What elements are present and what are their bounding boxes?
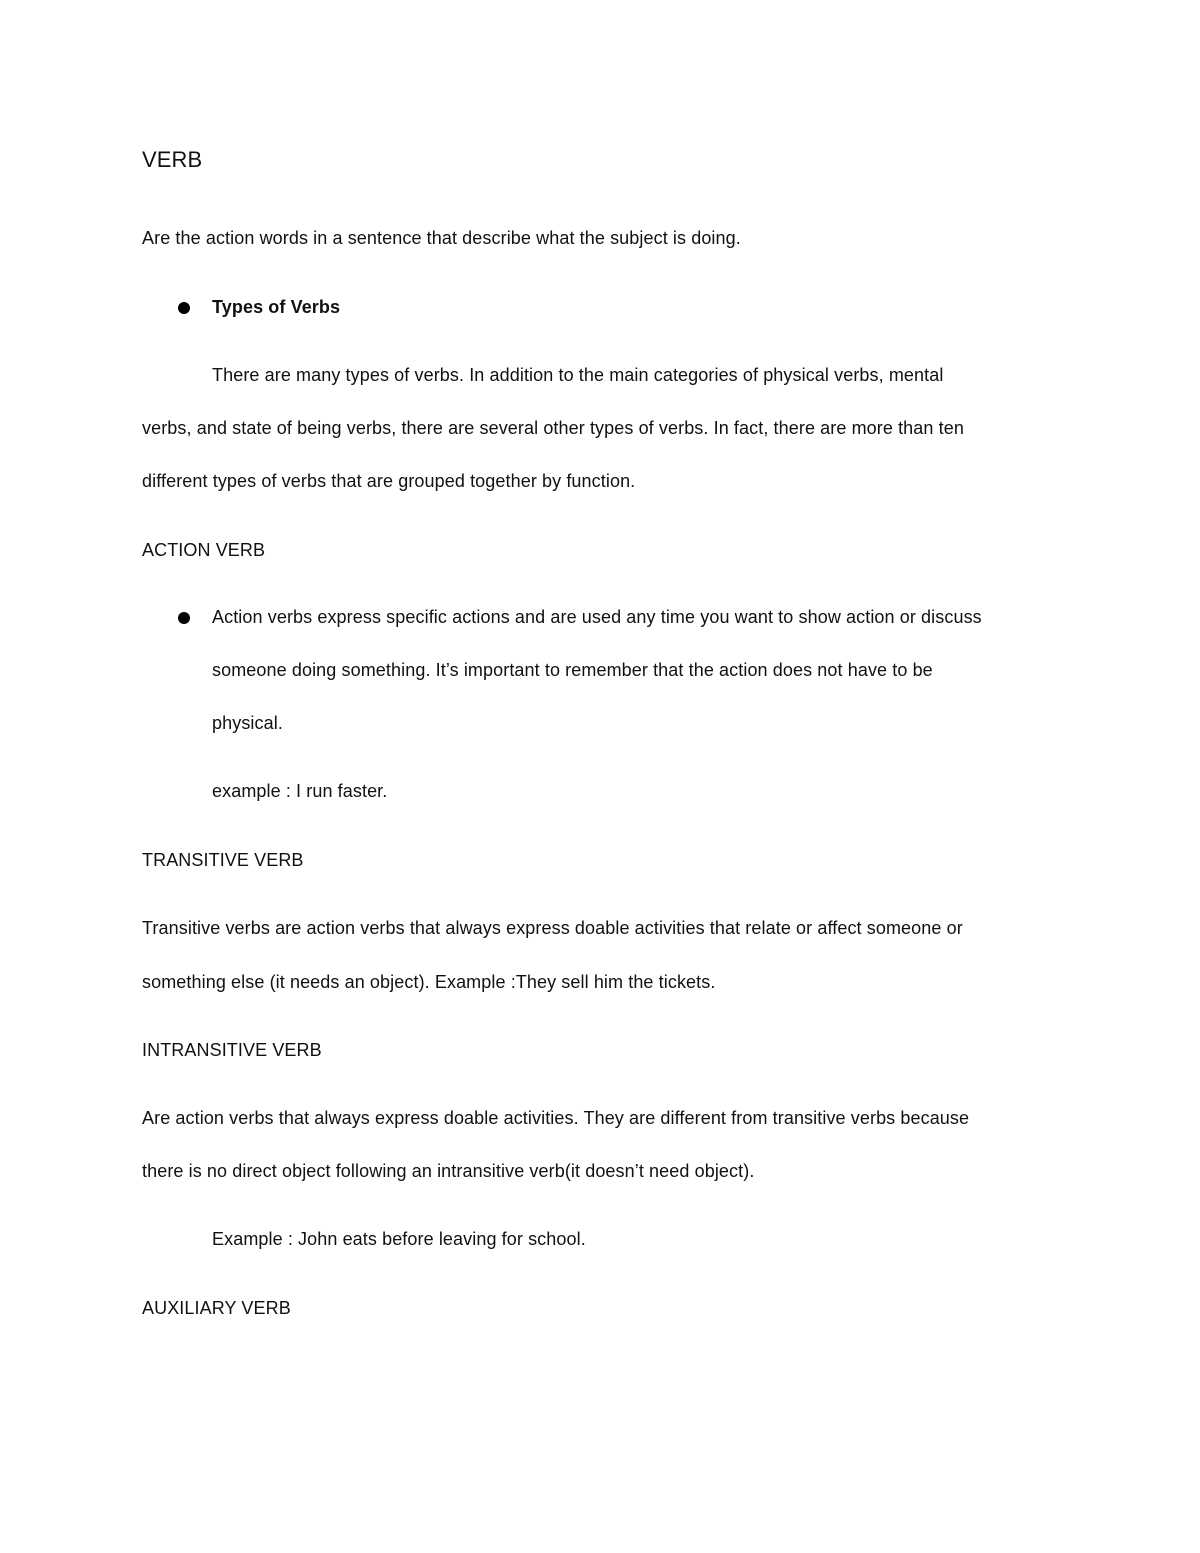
transitive-line: something else (it needs an object). Example :They sell him the tickets. xyxy=(142,972,716,992)
types-para-line: There are many types of verbs. In addition to the main categories of physical verbs, mental xyxy=(212,365,944,385)
intransitive-example: Example : John eats before leaving for school. xyxy=(212,1229,586,1249)
definition-text: Are the action words in a sentence that describe what the subject is doing. xyxy=(142,228,741,248)
action-bullet-line: Action verbs express specific actions and are used any time you want to show action or discuss xyxy=(212,607,982,627)
intransitive-line: Are action verbs that always express doable activities. They are different from transitive verbs because xyxy=(142,1108,970,1128)
transitive-line: Transitive verbs are action verbs that always express doable activities that relate or affect someone or xyxy=(142,918,963,938)
types-para-line: different types of verbs that are grouped together by function. xyxy=(142,471,636,491)
intransitive-verb-heading: INTRANSITIVE VERB xyxy=(142,1040,322,1060)
auxiliary-verb-heading: AUXILIARY VERB xyxy=(142,1298,291,1318)
types-para-line: verbs, and state of being verbs, there are several other types of verbs. In fact, there are more than ten xyxy=(142,418,964,438)
action-bullet-line: physical. xyxy=(212,713,283,733)
transitive-verb-heading: TRANSITIVE VERB xyxy=(142,850,304,870)
action-bullet-line: someone doing something. It’s important to remember that the action does not have to be xyxy=(212,660,933,680)
action-example: example : I run faster. xyxy=(212,781,388,801)
intransitive-line: there is no direct object following an intransitive verb(it doesn’t need object). xyxy=(142,1161,755,1181)
types-heading: Types of Verbs xyxy=(212,297,341,317)
bullet-icon xyxy=(178,302,190,314)
bullet-icon xyxy=(178,612,190,624)
document-title: VERB xyxy=(142,147,203,172)
action-verb-heading: ACTION VERB xyxy=(142,540,266,560)
